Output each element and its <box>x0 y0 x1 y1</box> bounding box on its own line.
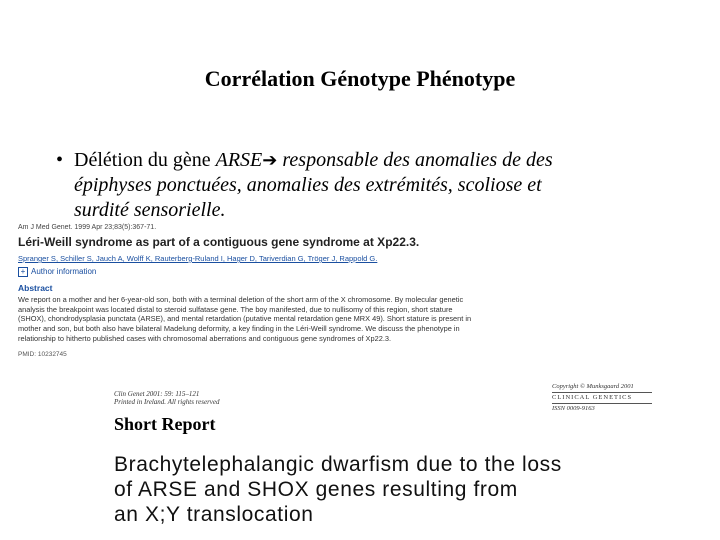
abstract-authors[interactable]: Spranger S, Schiller S, Jauch A, Wolff K, Rauterberg-Ruland I, Hager D, Tariverdian G, Tröger J, Rappold G. <box>18 254 378 263</box>
abstract-line: We report on a mother and her 6-year-old son, both with a terminal deletion of the short arm of the X chromosome. By molecular genetic <box>18 295 464 304</box>
bullet-line3: surdité sensorielle. <box>74 199 226 221</box>
divider <box>552 392 652 393</box>
bullet-line1-rest: responsable des anomalies de des <box>277 149 553 171</box>
journal-line: Clin Genet 2001: 59: 115–121 <box>114 390 200 398</box>
plus-icon: + <box>18 267 28 277</box>
slide-title: Corrélation Génotype Phénotype <box>204 66 516 91</box>
gene-name: ARSE <box>215 149 263 171</box>
abstract-heading: Abstract <box>18 283 53 293</box>
copyright-block <box>552 383 662 413</box>
paper-title-line: of ARSE and SHOX genes resulting from <box>114 478 518 501</box>
journal-line: Printed in Ireland. All rights reserved <box>114 398 220 406</box>
bullet-point <box>56 148 676 223</box>
abstract-line: analysis the breakpoint was located distal to steroid sulfatase gene. The boy manifested, due to nullisomy of this region, short stature <box>18 304 453 314</box>
arrow-right-icon: ➔ <box>262 150 278 170</box>
abstract-line: mother and son, but both also have bilateral Madelung deformity, a key finding in the Léri-Weill syndrome. We discuss the phenotype in <box>18 324 460 334</box>
paper-title-line: Brachytelephalangic dwarfism due to the loss <box>114 453 562 476</box>
pmid: PMID: 10232745 <box>18 350 67 358</box>
paper-title <box>114 452 714 527</box>
abstract-snippet <box>18 224 498 358</box>
author-information-label: Author information <box>31 267 97 277</box>
section-label: Short Report <box>114 414 216 434</box>
paper-title-line: an X;Y translocation <box>114 503 314 526</box>
bullet-prefix: Délétion du gène <box>74 149 216 171</box>
author-information-toggle[interactable] <box>18 267 498 277</box>
issn: ISSN 0009-9163 <box>552 405 595 412</box>
abstract-article-title: Léri-Weill syndrome as part of a contiguous gene syndrome at Xp22.3. <box>18 235 420 249</box>
bullet-text <box>74 148 676 223</box>
bullet-marker: • <box>56 149 64 171</box>
abstract-body <box>18 295 498 344</box>
journal-citation <box>114 390 220 406</box>
copyright-line: Copyright © Munksgaard 2001 <box>552 383 634 390</box>
abstract-citation: Am J Med Genet. 1999 Apr 23;83(5):367-71. <box>18 224 157 231</box>
bullet-line2: épiphyses ponctuées, anomalies des extrémités, scoliose et <box>74 174 542 196</box>
abstract-line: relationship to hitherto published cases with chromosomal aberrations and contiguous gene syndromes of Xp22.3. <box>18 333 392 343</box>
divider <box>552 403 652 404</box>
abstract-line: (SHOX), chondrodysplasia punctata (ARSE), and mental retardation (putative mental retardation gene MRX 49). Short stature is present in <box>18 314 472 324</box>
journal-name: CLINICAL GENETICS <box>552 394 633 401</box>
